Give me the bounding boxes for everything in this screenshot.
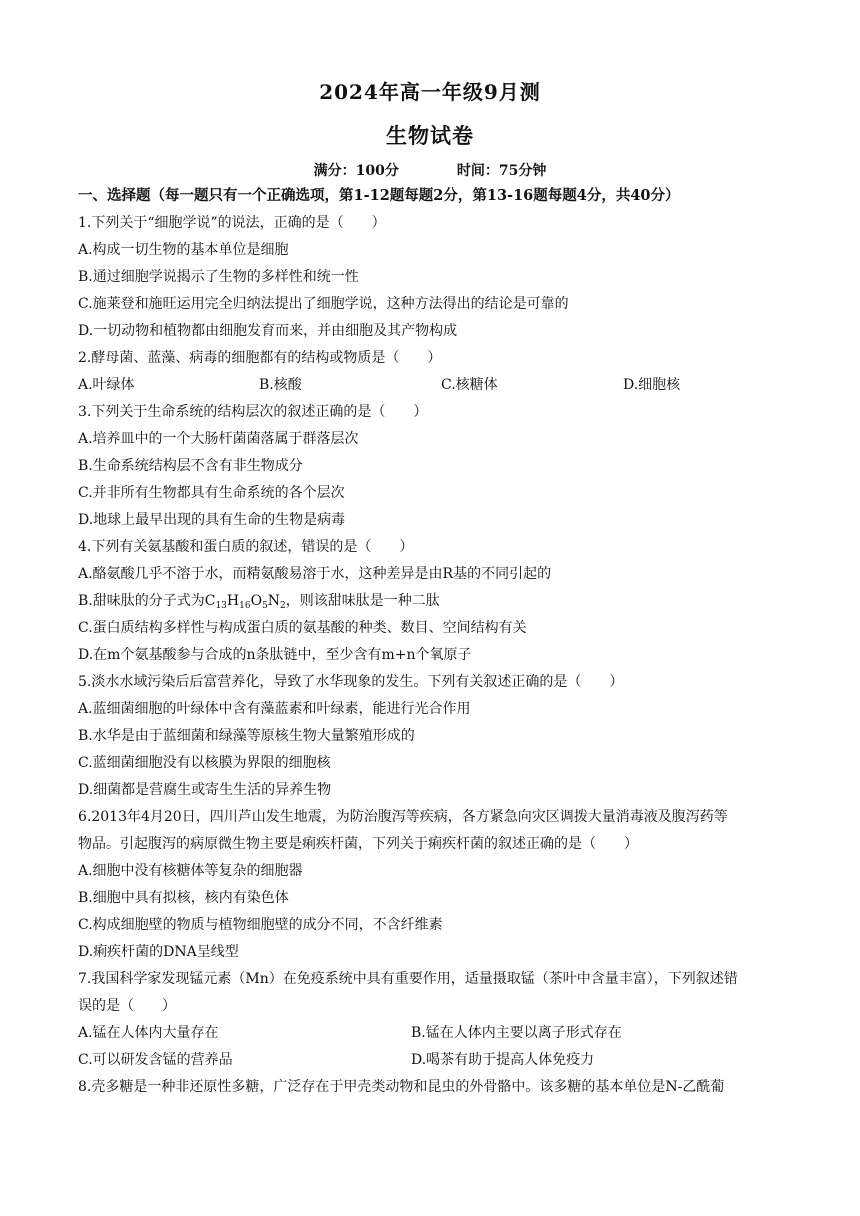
q6-stem-line1: 6.2013年4月20日，四川芦山发生地震，为防治腹泻等疾病，各方紧急向灾区调拨大量消毒液及腹泻药等	[78, 809, 728, 825]
q7-stem-line2: 误的是（ ）	[78, 998, 176, 1014]
q6-option-d: D.痢疾杆菌的DNA呈线型	[78, 944, 239, 960]
q2-option-c: C.核糖体	[441, 377, 498, 393]
q6-stem-line2: 物品。引起腹泻的病原微生物主要是痢疾杆菌，下列关于痢疾杆菌的叙述正确的是（ ）	[78, 836, 638, 852]
q3-option-c: C.并非所有生物都具有生命系统的各个层次	[78, 485, 345, 501]
section-heading: 一、选择题（每一题只有一个正确选项，第1-12题每题2分，第13-16题每题4分，共40分）	[78, 187, 680, 204]
q4-option-a: A.酪氨酸几乎不溶于水，而精氨酸易溶于水，这种差异是由R基的不同引起的	[78, 566, 552, 582]
q1-option-b: B.通过细胞学说揭示了生物的多样性和统一性	[78, 269, 359, 285]
q4-option-d: D.在m个氨基酸参与合成的n条肽链中，至少含有m+n个氧原子	[78, 647, 472, 663]
q5-option-d: D.细菌都是营腐生或寄生生活的异养生物	[78, 782, 332, 798]
q6-option-b: B.细胞中具有拟核，核内有染色体	[78, 890, 289, 906]
q3-option-a: A.培养皿中的一个大肠杆菌菌落属于群落层次	[78, 431, 359, 447]
q4-stem: 4.下列有关氨基酸和蛋白质的叙述，错误的是（ ）	[78, 539, 414, 555]
q4-b-sub-h: 16	[239, 601, 251, 611]
q2-option-b: B.核酸	[259, 377, 302, 393]
q6-option-a: A.细胞中没有核糖体等复杂的细胞器	[78, 863, 303, 879]
q5-option-a: A.蓝细菌细胞的叶绿体中含有藻蓝素和叶绿素，能进行光合作用	[78, 701, 471, 717]
exam-meta	[0, 160, 860, 180]
q4-b-h: H	[226, 593, 240, 609]
q6-option-c: C.构成细胞壁的物质与植物细胞壁的成分不同，不含纤维素	[78, 917, 443, 933]
q7-option-b: B.锰在人体内主要以离子形式存在	[411, 1025, 622, 1041]
q7-option-c: C.可以研发含锰的营养品	[78, 1052, 233, 1068]
q4-option-c: C.蛋白质结构多样性与构成蛋白质的氨基酸的种类、数目、空间结构有关	[78, 620, 527, 636]
q4-b-o: O	[250, 593, 263, 609]
q5-stem: 5.淡水水域污染后后富营养化，导致了水华现象的发生。下列有关叙述正确的是（ ）	[78, 674, 624, 690]
q7-stem-line1: 7.我国科学家发现锰元素（Mn）在免疫系统中具有重要作用，适量摄取锰（茶叶中含量丰富），下列叙述错	[78, 971, 738, 987]
q2-option-d: D.细胞核	[623, 377, 681, 393]
q1-option-d: D.一切动物和植物都由细胞发育而来，并由细胞及其产物构成	[78, 323, 458, 339]
q2-stem: 2.酵母菌、蓝藻、病毒的细胞都有的结构或物质是（ ）	[78, 350, 442, 366]
q1-option-a: A.构成一切生物的基本单位是细胞	[78, 242, 289, 258]
q1-stem: 1.下列关于“细胞学说”的说法，正确的是（ ）	[78, 215, 386, 231]
q2-option-a: A.叶绿体	[78, 377, 135, 393]
q7-option-a: A.锰在人体内大量存在	[78, 1025, 219, 1041]
q1-option-c: C.施莱登和施旺运用完全归纳法提出了细胞学说，这种方法得出的结论是可靠的	[78, 296, 569, 312]
q4-b-sub-n: 2	[280, 601, 286, 611]
q4-b-prefix: B.甜味肽的分子式为C	[78, 593, 216, 609]
q4-b-n: N	[267, 593, 281, 609]
q3-option-d: D.地球上最早出现的具有生命的生物是病毒	[78, 512, 346, 528]
q5-option-b: B.水华是由于蓝细菌和绿藻等原核生物大量繁殖形成的	[78, 728, 415, 744]
q4-b-suffix: ，则该甜味肽是一种二肽	[285, 593, 440, 609]
q4-option-b	[78, 591, 798, 611]
q4-b-sub-o: 5	[262, 601, 268, 611]
q8-stem-line1: 8.壳多糖是一种非还原性多糖，广泛存在于甲壳类动物和昆虫的外骨骼中。该多糖的基本单位是N-乙酰葡	[78, 1079, 725, 1095]
full-score: 满分：100分	[313, 163, 399, 179]
q3-option-b: B.生命系统结构层不含有非生物成分	[78, 458, 303, 474]
exam-title: 2024年高一年级9月测	[319, 80, 541, 104]
q4-b-sub-c: 13	[215, 601, 227, 611]
q7-option-d: D.喝茶有助于提高人体免疫力	[411, 1052, 595, 1068]
exam-subtitle: 生物试卷	[386, 123, 474, 148]
q5-option-c: C.蓝细菌细胞没有以核膜为界限的细胞核	[78, 755, 331, 771]
exam-time: 时间：75分钟	[456, 163, 547, 179]
q3-stem: 3.下列关于生命系统的结构层次的叙述正确的是（ ）	[78, 404, 428, 420]
